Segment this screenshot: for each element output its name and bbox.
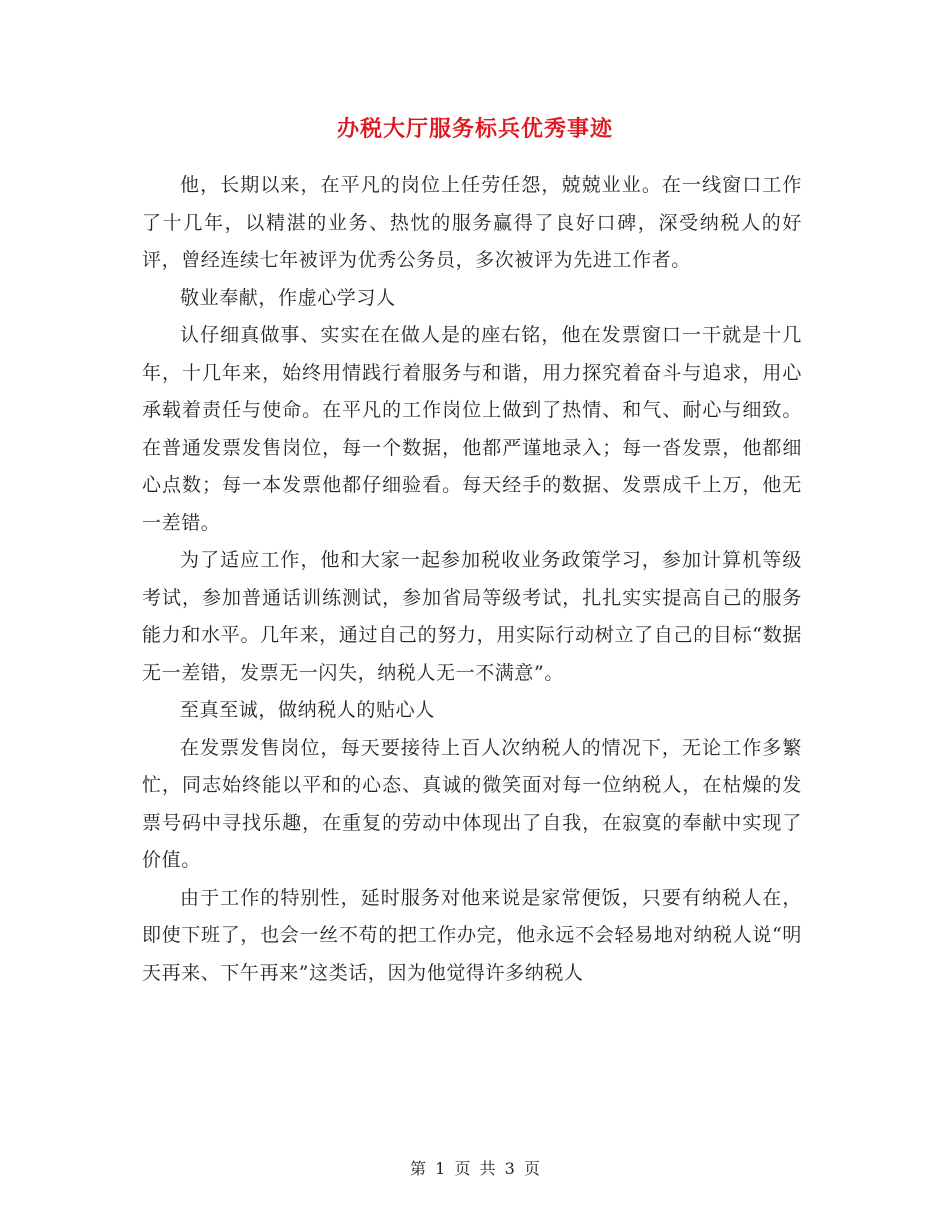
page-footer — [0, 1156, 950, 1179]
paragraph: 为了适应工作，他和大家一起参加税收业务政策学习，参加计算机等级考试，参加普通话训练测试，参加省局等级考试，扎扎实实提高自己的服务能力和水平。几年来，通过自己的努力，用实际行动树立了自己的目标“数据无一差错，发票无一闪失，纳税人无一不满意”。 — [142, 549, 802, 684]
section-heading: 至真至诚，做纳税人的贴心人 — [180, 699, 435, 721]
total-pages-number: 3 — [504, 1159, 515, 1178]
page-label-prefix: 第 — [410, 1159, 427, 1178]
document-body — [142, 167, 802, 992]
paragraph: 由于工作的特别性，延时服务对他来说是家常便饭，只要有纳税人在，即使下班了，也会一丝不苟的把工作办完，他永远不会轻易地对纳税人说“明天再来、下午再来”这类话，因为他觉得许多纳税人 — [142, 886, 802, 984]
page-label-mid: 页 — [454, 1159, 471, 1178]
paragraph: 在发票发售岗位，每天要接待上百人次纳税人的情况下，无论工作多繁忙，同志始终能以平和的心态、真诚的微笑面对每一位纳税人，在枯燥的发票号码中寻找乐趣，在重复的劳动中体现出了自我，在寂寞的奉献中实现了价值。 — [142, 736, 802, 871]
document-title: 办税大厅服务标兵优秀事迹 — [336, 116, 613, 142]
page-label-suffix: 页 — [523, 1159, 540, 1178]
total-label: 共 — [479, 1159, 496, 1178]
paragraph: 他，长期以来，在平凡的岗位上任劳任怨，兢兢业业。在一线窗口工作了十几年，以精湛的业务、热忱的服务赢得了良好口碑，深受纳税人的好评，曾经连续七年被评为优秀公务员，多次被评为先进工作者。 — [142, 174, 802, 271]
current-page-number: 1 — [435, 1159, 446, 1178]
paragraph: 认仔细真做事、实实在在做人是的座右铭，他在发票窗口一干就是十几年，十几年来，始终用情践行着服务与和谐，用力探究着奋斗与追求，用心承载着责任与使命。在平凡的工作岗位上做到了热情、和气、耐心与细致。在普通发票发售岗位，每一个数据，他都严谨地录入；每一沓发票，他都细心点数；每一本发票他都仔细验看。每天经手的数据、发票成千上万，他无一差错。 — [142, 324, 802, 534]
section-heading: 敬业奉献，作虚心学习人 — [180, 286, 396, 309]
